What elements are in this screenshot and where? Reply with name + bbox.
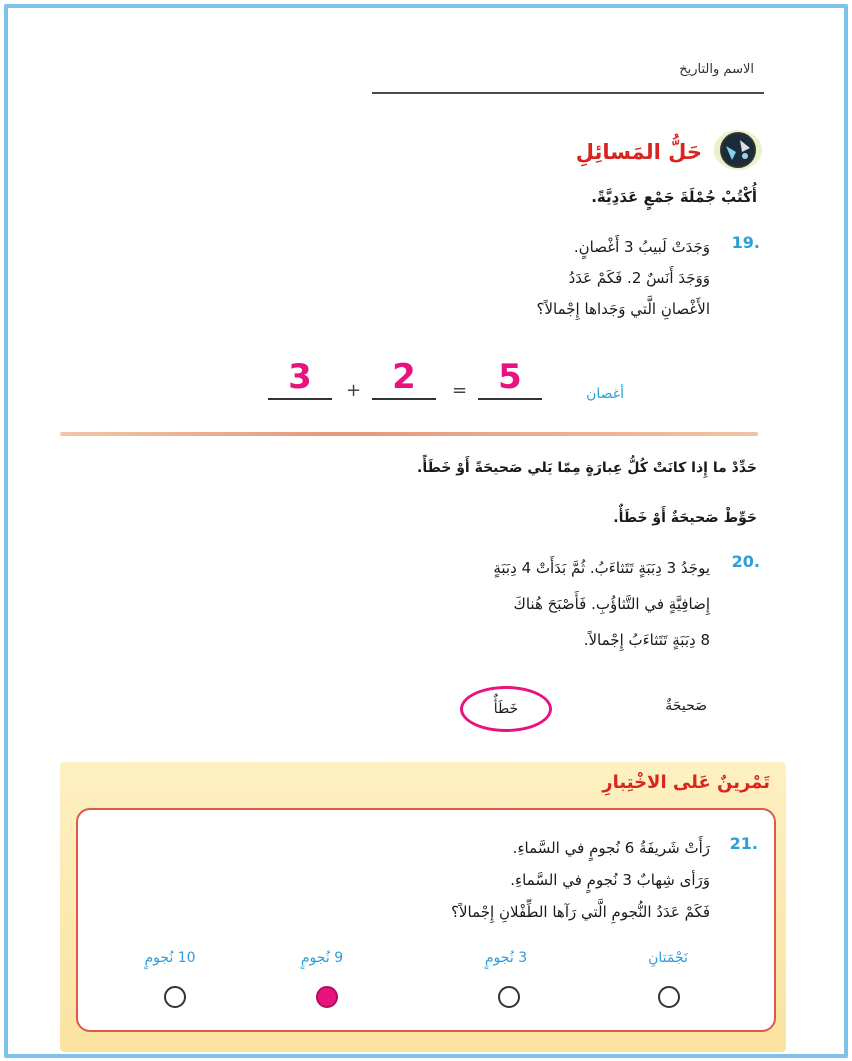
question-21-line-2: وَرَأى شِهابٌ 3 نُجومٍ في السَّماءِ. xyxy=(510,871,710,889)
question-19-line-1: وَجَدَتْ لَبيبُ 3 أَغْصانٍ. xyxy=(573,238,710,256)
equation-addend-a[interactable]: 3 xyxy=(268,356,332,400)
equation-sum[interactable]: 5 xyxy=(478,356,542,400)
equation-unit: أغصان xyxy=(586,386,624,402)
question-19-text xyxy=(280,232,710,325)
question-19-line-3: الأَغْصانِ الَّتي وَجَداها إِجْمالاً؟ xyxy=(536,300,710,318)
choice-3-radio-selected[interactable] xyxy=(316,986,338,1008)
choice-1-label: نَجْمَتانِ xyxy=(648,950,688,966)
option-false-circled[interactable]: خَطَأٌ xyxy=(460,686,552,732)
choice-4-radio[interactable] xyxy=(164,986,186,1008)
equation-addend-b[interactable]: 2 xyxy=(372,356,436,400)
question-20-number: 20. xyxy=(731,552,760,571)
question-21-text xyxy=(240,832,710,928)
question-20-line-1: يوجَدُ 3 دِبَبَةٍ تَتَثاءَبُ. ثُمَّ بَدَأَتْ 4 دِبَبَةٍ xyxy=(493,559,710,577)
name-date-label: الاسم والتاريخ xyxy=(679,62,754,77)
question-21-number: 21. xyxy=(729,834,758,853)
question-21-line-1: رَأَتْ شَريفَةُ 6 نُجومٍ في السَّماءِ. xyxy=(512,839,710,857)
choice-4-label: 10 نُجومٍ xyxy=(144,950,196,966)
choice-2-label: 3 نُجومٍ xyxy=(484,950,528,966)
choice-1-radio[interactable] xyxy=(658,986,680,1008)
true-false-instruction: حَدِّدْ ما إِذا كانَتْ كُلُّ عِبارَةٍ مِمّا يَلي صَحيحَةً أَوْ خَطَأً. xyxy=(417,460,757,476)
choice-2-radio[interactable] xyxy=(498,986,520,1008)
question-21-line-3: فَكَمْ عَدَدُ النُّجومِ الَّتي رَآها الطِّفْلانِ إِجْمالاً؟ xyxy=(451,903,710,921)
section-divider xyxy=(60,432,758,436)
question-20-line-2: إِضافِيَّةٍ في التَّثاؤُبِ. فَأَصْبَحَ هُناكَ xyxy=(513,595,710,613)
question-19-line-2: وَوَجَدَ أَنَسٌ 2. فَكَمْ عَدَدُ xyxy=(568,269,710,287)
name-date-line xyxy=(372,92,764,94)
test-practice-title: تَمْرينٌ عَلى الاخْتِبارِ xyxy=(602,772,770,793)
problem-solving-instruction: أُكْتُبْ جُمْلَةَ جَمْعٍ عَدَدِيَّةً. xyxy=(591,188,757,206)
circle-instruction: حَوِّطْ صَحيحَةٌ أَوْ خَطَأٌ. xyxy=(613,510,757,526)
equation-equals-sign: = xyxy=(452,380,468,401)
choice-3-label: 9 نُجومٍ xyxy=(300,950,344,966)
problem-solving-title: حَلُّ المَسائِلِ xyxy=(575,140,702,164)
equation-plus-sign: + xyxy=(346,380,362,401)
question-20-line-3: 8 دِبَبَةٍ تَتَثاءَبُ إِجْمالاً. xyxy=(583,631,710,649)
question-19-number: 19. xyxy=(731,233,760,252)
question-20-text xyxy=(270,550,710,658)
option-true[interactable]: صَحيحَةٌ xyxy=(665,698,707,714)
problem-solving-icon xyxy=(712,126,764,172)
